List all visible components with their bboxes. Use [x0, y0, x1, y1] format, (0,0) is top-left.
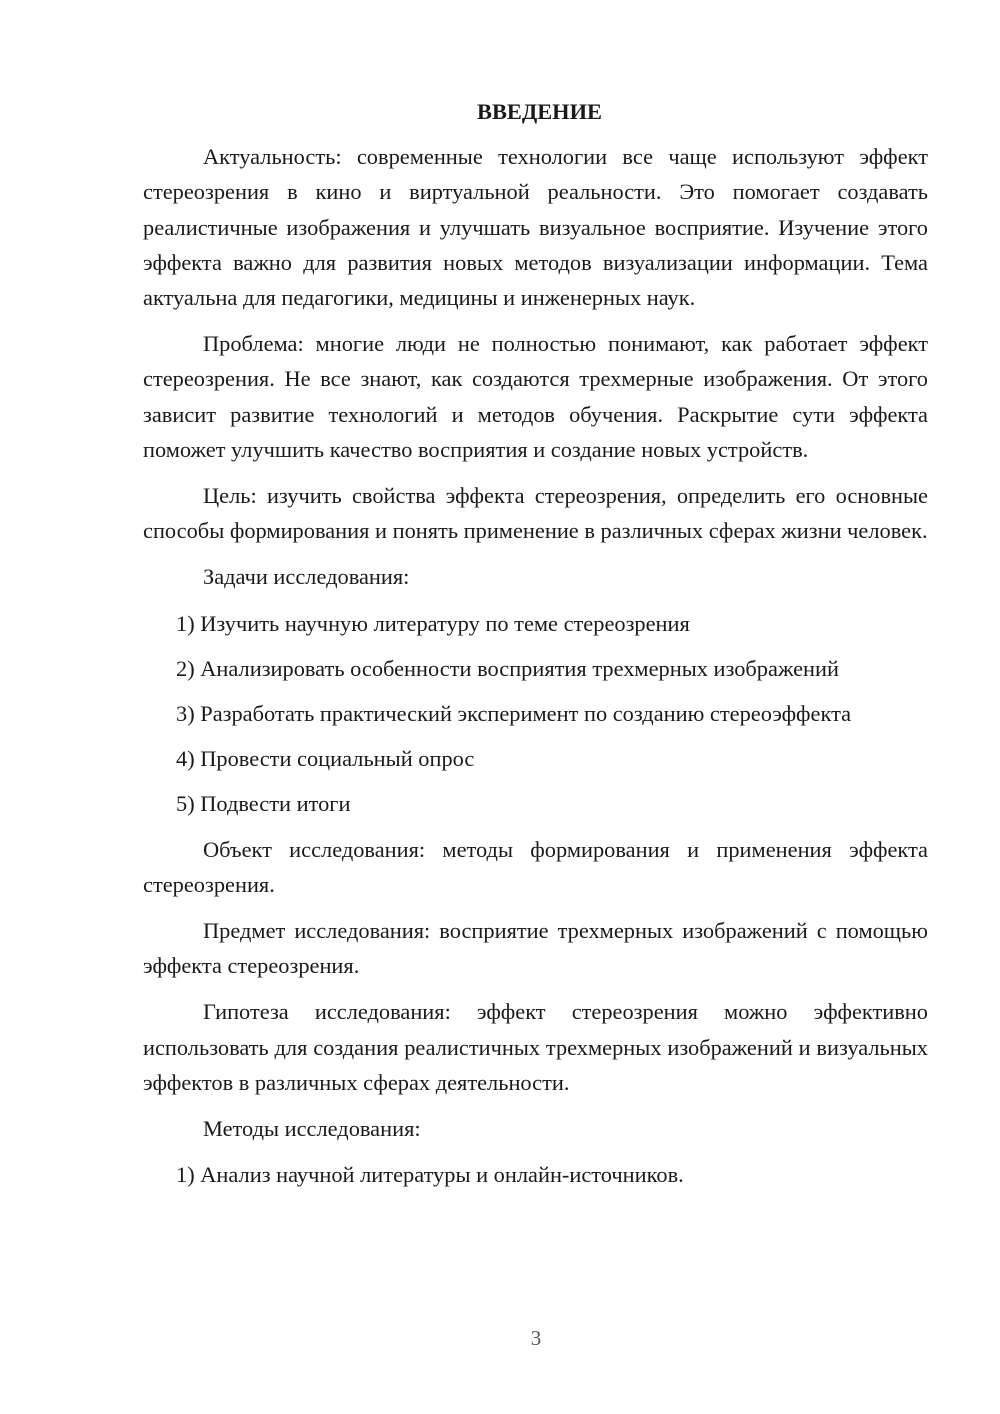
- paragraph-subject: Предмет исследования: восприятие трехмерных изображений с помощью эффекта стереозрения.: [143, 918, 928, 979]
- list-item: 2) Анализировать особенности восприятия трехмерных изображений: [176, 655, 840, 681]
- document-page: [143, 94, 928, 1202]
- list-item: 5) Подвести итоги: [176, 791, 351, 817]
- list-item: 4) Провести социальный опрос: [176, 746, 475, 772]
- page-title: ВВЕДЕНИЕ: [477, 99, 602, 124]
- tasks-heading: Задачи исследования:: [203, 564, 410, 590]
- paragraph-problem: Проблема: многие люди не полностью понимают, как работает эффект стереозрения. Не все знают, как создаются трехмерные изображения. От этого зависит развитие технологий и методов обучения. Раскрытие сути эффекта поможет улучшить качество восприятия и создание новых устройств.: [143, 331, 928, 462]
- tasks-list: [143, 606, 928, 822]
- paragraph-object: Объект исследования: методы формирования и применения эффекта стереозрения.: [143, 836, 928, 897]
- list-item: 3) Разработать практический эксперимент по созданию стереоэффекта: [176, 701, 852, 727]
- list-item: 1) Анализ научной литературы и онлайн-источников.: [176, 1162, 684, 1188]
- methods-heading: Методы исследования:: [203, 1116, 421, 1142]
- paragraph-goal: Цель: изучить свойства эффекта стереозрения, определить его основные способы формирования и понять применение в различных сферах жизни человек.: [143, 483, 928, 544]
- list-item: 1) Изучить научную литературу по теме стереозрения: [176, 610, 690, 636]
- methods-list: [143, 1157, 928, 1192]
- paragraph-hypothesis: Гипотеза исследования: эффект стереозрения можно эффективно использовать для создания реалистичных трехмерных изображений и визуальных эффектов в различных сферах деятельности.: [143, 999, 928, 1095]
- paragraph-relevance: Актуальность: современные технологии все чаще используют эффект стереозрения в кино и виртуальной реальности. Это помогает создавать реалистичные изображения и улучшать визуальное восприятие. Изучение этого эффекта важно для развития новых методов визуализации информации. Тема актуальна для педагогики, медицины и инженерных наук.: [143, 144, 928, 311]
- page-number: 3: [530, 1326, 542, 1350]
